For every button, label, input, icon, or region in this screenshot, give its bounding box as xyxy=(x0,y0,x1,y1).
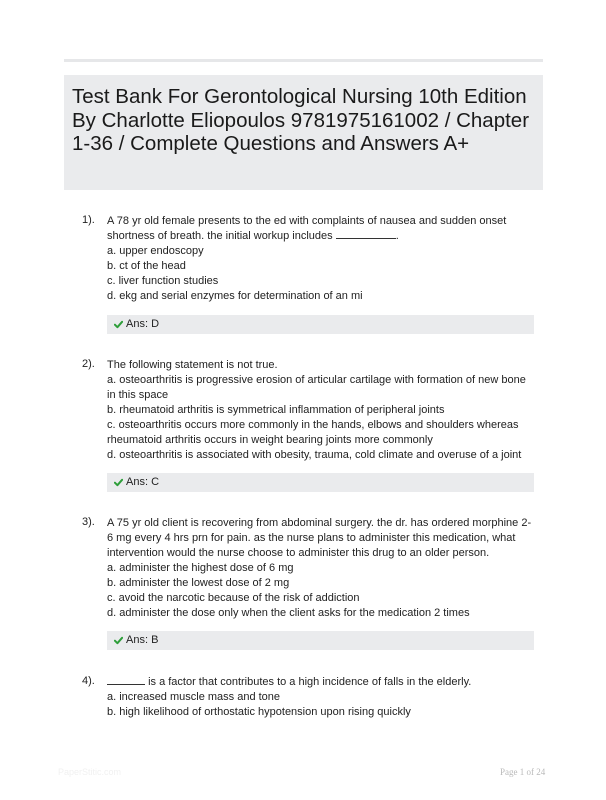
question-body xyxy=(107,214,537,304)
option-d: d. ekg and serial enzymes for determination of an mi xyxy=(107,290,363,302)
question-stem xyxy=(107,214,537,244)
answer-text: Ans: B xyxy=(126,634,159,646)
option-b: b. rheumatoid arthritis is symmetrical inflammation of peripheral joints xyxy=(107,404,445,416)
question-stem-end: . xyxy=(395,230,399,242)
question-stem: A 75 yr old client is recovering from abdominal surgery. the dr. has ordered morphine 2-6 mg every 4 hrs prn for pain. as the nurse plans to administer this medication, what intervention would the nurse choose to administer this drug to an older person. xyxy=(107,517,532,559)
footer-site-watermark: PaperStitic.com xyxy=(58,767,122,777)
answer-box xyxy=(107,315,534,334)
option-d: d. osteoarthritis is associated with obesity, trauma, cold climate and overuse of a joint xyxy=(107,449,522,461)
check-icon xyxy=(114,478,123,487)
option-a: a. administer the highest dose of 6 mg xyxy=(107,562,294,574)
top-divider xyxy=(64,59,543,62)
question-stem: The following statement is not true. xyxy=(107,359,278,371)
option-b: b. administer the lowest dose of 2 mg xyxy=(107,577,290,589)
option-c: c. osteoarthritis occurs more commonly in the hands, elbows and shoulders whereas rheumatoid arthritis occurs in weight bearing joints more commonly xyxy=(107,419,519,446)
page-number: Page 1 of 24 xyxy=(500,767,546,777)
option-a: a. osteoarthritis is progressive erosion of articular cartilage with formation of new bone in this space xyxy=(107,374,526,401)
answer-text: Ans: C xyxy=(126,476,160,488)
option-b: b. high likelihood of orthostatic hypotension upon rising quickly xyxy=(107,706,411,718)
answer-blank xyxy=(107,675,145,685)
answer-blank xyxy=(336,229,396,239)
question-stem xyxy=(107,675,537,690)
option-b: b. ct of the head xyxy=(107,260,186,272)
option-a: a. upper endoscopy xyxy=(107,245,204,257)
option-d: d. administer the dose only when the client asks for the medication 2 times xyxy=(107,607,470,619)
question-body xyxy=(107,516,537,621)
document-title: Test Bank For Gerontological Nursing 10th Edition By Charlotte Eliopoulos 9781975161002 / Chapter 1-36 / Complete Questions and Answers A+ xyxy=(72,85,530,155)
question-stem-text: is a factor that contributes to a high incidence of falls in the elderly. xyxy=(148,676,472,688)
option-a: a. increased muscle mass and tone xyxy=(107,691,281,703)
question-body xyxy=(107,358,537,463)
question-number: 1). xyxy=(82,214,95,226)
question-body xyxy=(107,675,537,720)
check-icon xyxy=(114,320,123,329)
option-c: c. liver function studies xyxy=(107,275,219,287)
option-c: c. avoid the narcotic because of the risk of addiction xyxy=(107,592,360,604)
question-number: 4). xyxy=(82,675,95,687)
title-banner xyxy=(64,75,543,190)
answer-box xyxy=(107,631,534,650)
question-stem-text: A 78 yr old female presents to the ed with complaints of nausea and sudden onset shortness of breath. the initial workup includes xyxy=(107,215,507,242)
question-number: 3). xyxy=(82,516,95,528)
answer-text: Ans: D xyxy=(126,318,160,330)
answer-box xyxy=(107,473,534,492)
question-number: 2). xyxy=(82,358,95,370)
check-icon xyxy=(114,636,123,645)
